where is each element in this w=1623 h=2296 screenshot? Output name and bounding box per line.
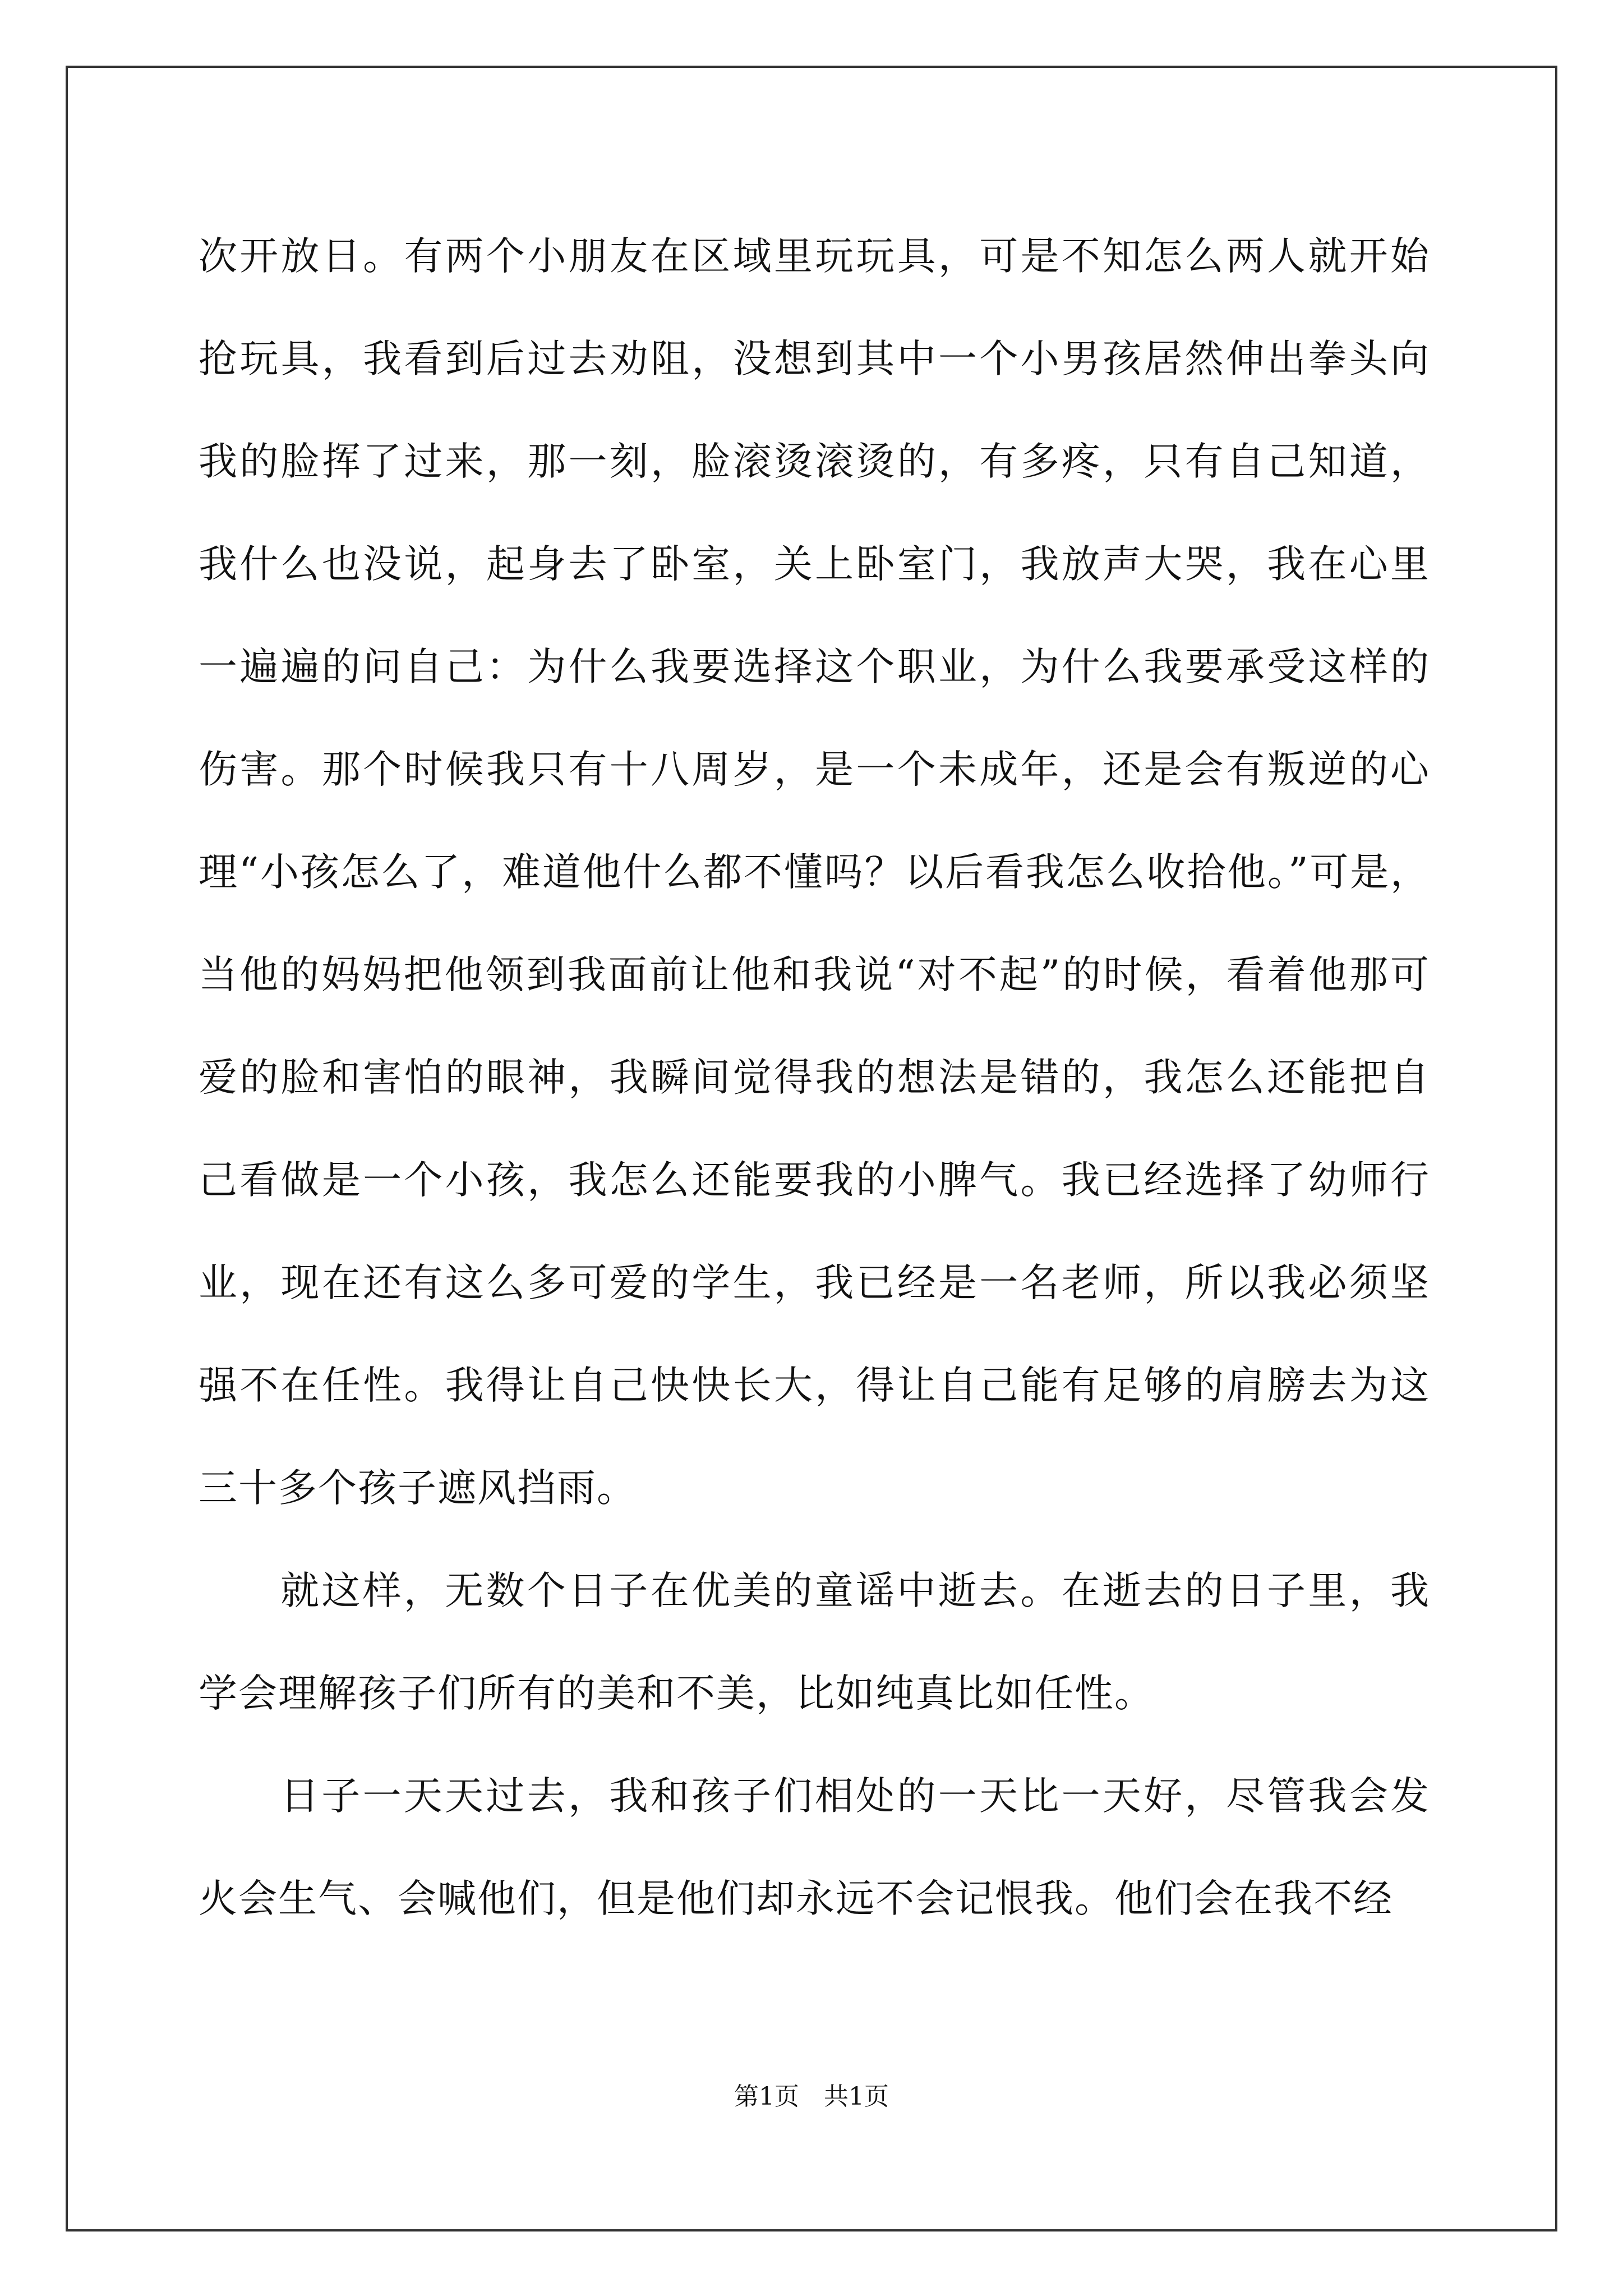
paragraph: 日子一天天过去，我和孩子们相处的一天比一天好，尽管我会发火会生气、会喊他们，但是他们却永远不会记恨我。他们会在我不经 (199, 1774, 1430, 1921)
paragraph: 次开放日。有两个小朋友在区域里玩玩具，可是不知怎么两人就开始抢玩具，我看到后过去劝阻，没想到其中一个小男孩居然伸出拳头向我的脸挥了过来，那一刻，脸滚烫滚烫的，有多疼，只有自己知道，我什么也没说，起身去了卧室，关上卧室门，我放声大哭，我在心里一遍遍的问自己：为什么我要选择这个职业，为什么我要承受这样的伤害。那个时候我只有十八周岁，是一个未成年，还是会有叛逆的心理“小孩怎么了，难道他什么都不懂吗？以后看我怎么收拾他。”可是，当他的妈妈把他领到我面前让他和我说“对不起”的时候，看着他那可爱的脸和害怕的眼神，我瞬间觉得我的想法是错的，我怎么还能把自己看做是一个小孩，我怎么还能要我的小脾气。我已经选择了幼师行业，现在还有这么多可爱的学生，我已经是一名老师，所以我必须坚强不在任性。我得让自己快快长大，得让自己能有足够的肩膀去为这三十多个孩子遮风挡雨。 (199, 234, 1430, 1511)
document-body (199, 205, 1430, 1950)
page-number-footer: 第1页 共1页 (734, 2082, 889, 2111)
paragraph: 就这样，无数个日子在优美的童谣中逝去。在逝去的日子里，我学会理解孩子们所有的美和不美，比如纯真比如任性。 (199, 1568, 1430, 1716)
